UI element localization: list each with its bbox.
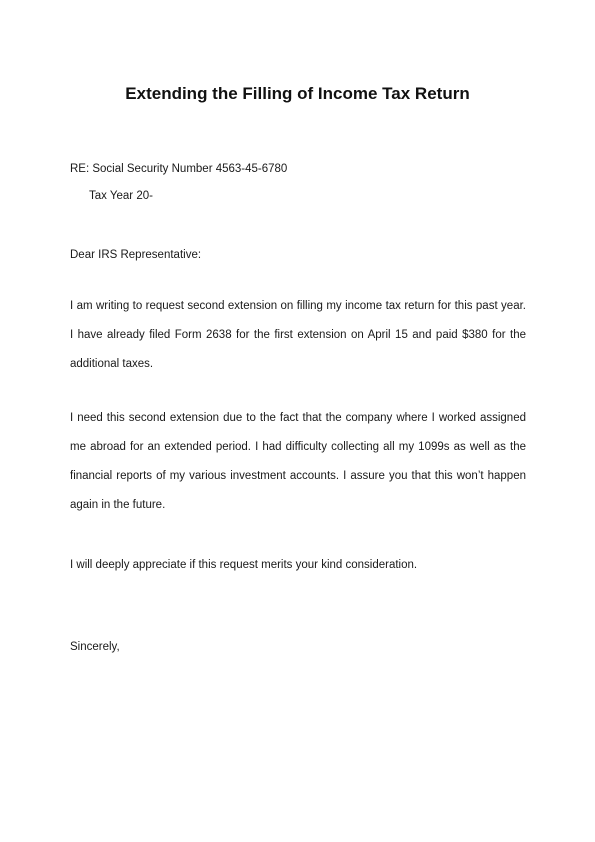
tax-year-line: Tax Year 20- [89,190,153,202]
body-paragraph-3: I will deeply appreciate if this request merits your kind consideration. [70,559,418,571]
letter-title: Extending the Filling of Income Tax Return [125,84,470,103]
re-line: RE: Social Security Number 4563-45-6780 [70,163,288,175]
closing: Sincerely, [70,641,120,653]
salutation: Dear IRS Representative: [70,249,202,261]
body-paragraph-1: I am writing to request second extension on filling my income tax return for this past year. I have already filed Form 2638 for the first extension on April 15 and paid $380 for the additional taxes. [70,300,526,370]
body-paragraph-2: I need this second extension due to the fact that the company where I worked assigned me abroad for an extended period. I had difficulty collecting all my 1099s as well as the financial reports of my various investment accounts. I assure you that this won’t happen again in the future. [70,412,526,511]
